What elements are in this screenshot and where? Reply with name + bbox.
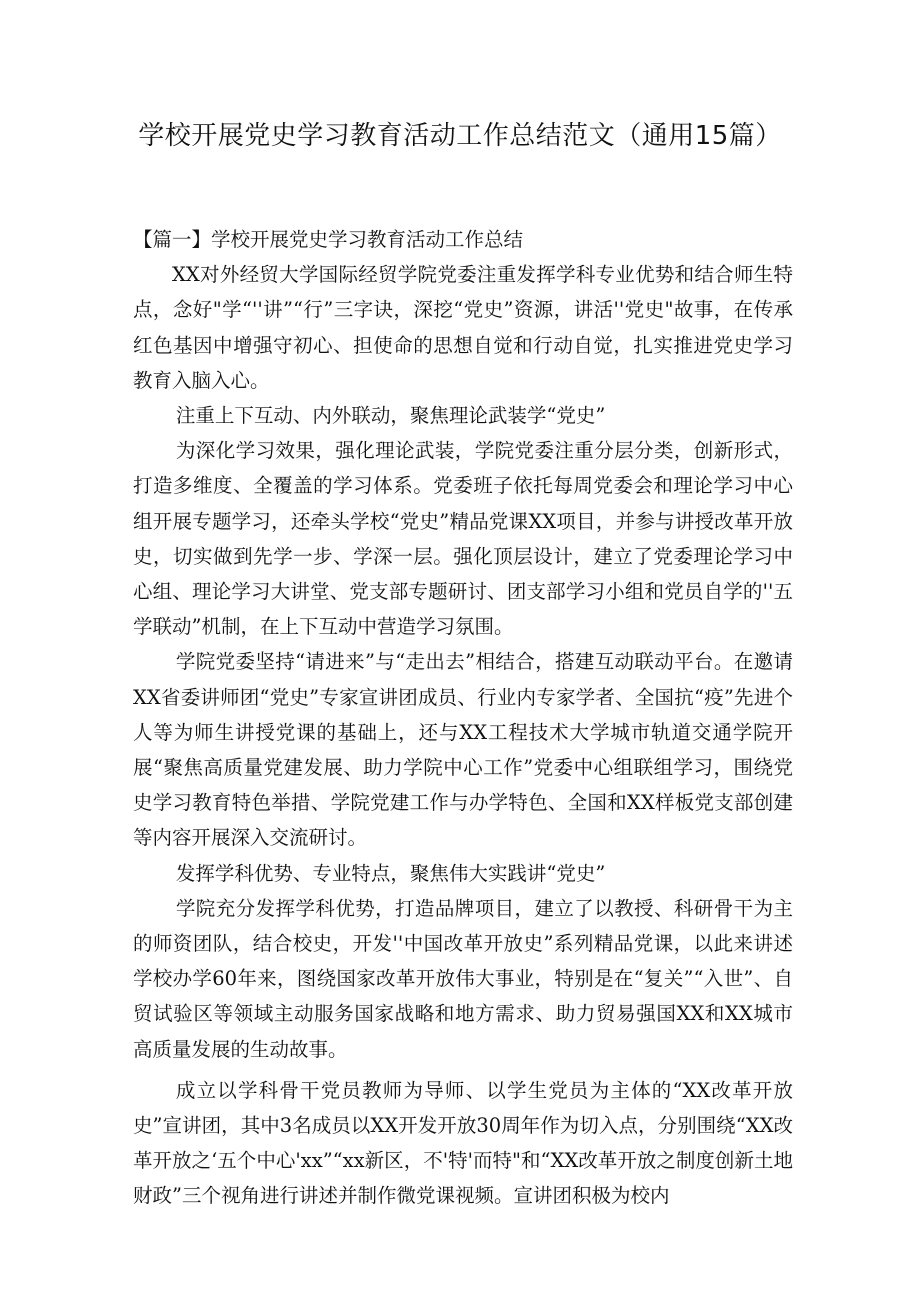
- subheading-practice: 发挥学科优势、专业特点，聚焦伟大实践讲“党史”: [175, 861, 606, 885]
- document-title: 学校开展党史学习教育活动工作总结范文（通用15篇）: [138, 121, 782, 151]
- paragraph-theory-study: 为深化学习效果，强化理论武装，学院党委注重分层分类，创新形式，打造多维度、全覆盖的学习体系。党委班子依托每周党委会和理论学习中心组开展专题学习，还牵头学校“党史”精品党课XX项目，并参与讲授改革开放史，切实做到先学一步、学深一层。强化顶层设计，建立了党委理论学习中心组、理论学习大讲堂、党支部专题研讨、团支部学习小组和党员自学的''五学联动”机制，在上下互动中营造学习氛围。: [133, 439, 793, 639]
- section-heading: 【篇一】学校开展党史学习教育活动工作总结: [133, 228, 524, 251]
- paragraph-platform: 学院党委坚持“请进来”与“走出去”相结合，搭建互动联动平台。在邀请XX省委讲师团“党史”专家宣讲团成员、行业内专家学者、全国抗“疫”先进个人等为师生讲授党课的基础上，还与XX工程技术大学城市轨道交通学院开展“聚焦高质量党建发展、助力学院中心工作”党委中心组联组学习，围绕党史学习教育特色举措、学院党建工作与办学特色、全国和XX样板党支部创建等内容开展深入交流研讨。: [133, 650, 793, 850]
- subheading-theory: 注重上下互动、内外联动，聚焦理论武装学“党史”: [175, 404, 606, 428]
- document-body: [133, 222, 793, 1214]
- paragraph-discipline: 学院充分发挥学科优势，打造品牌项目，建立了以教授、科研骨干为主的师资团队，结合校史，开发''中国改革开放史”系列精品党课，以此来讲述学校办学60年来，图绕国家改革开放伟大事业，特别是在“复关”“入世”、自贸试验区等领域主动服务国家战略和地方需求、助力贸易强国XX和XX城市高质量发展的生动故事。: [133, 896, 793, 1061]
- paragraph-lecture-team: 成立以学科骨干党员教师为导师、以学生党员为主体的“XX改革开放史”宣讲团，其中3名成员以XX开发开放30周年作为切入点，分别围绕“XX改革开放之‘五个中心'xx”“xx新区，不'特'而特"和“XX改革开放之制度创新土地财政”三个视角进行讲述并制作微党课视频。宣讲团积极为校内: [133, 1078, 793, 1208]
- paragraph-intro: XX对外经贸大学国际经贸学院党委注重发挥学科专业优势和结合师生特点，念好"学“''讲”“行”三字诀，深挖“党史”资源，讲活''党史"故事，在传承红色基因中增强守初心、担使命的思想自觉和行动自觉，扎实推进党史学习教育入脑入心。: [133, 263, 793, 392]
